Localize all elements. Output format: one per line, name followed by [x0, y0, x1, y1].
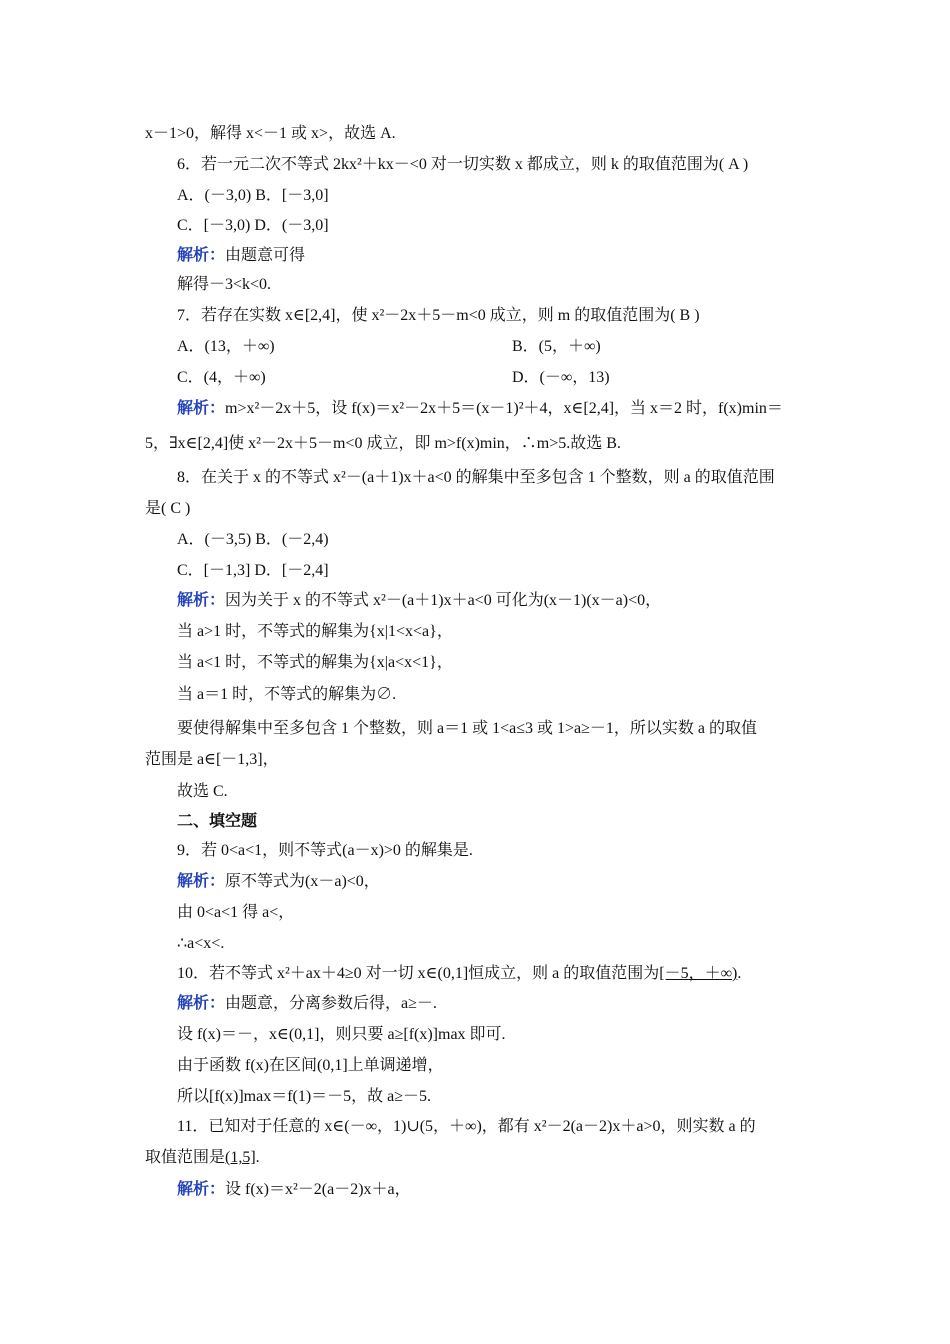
- line-text: 范围是 a∈[－1,3]，: [145, 751, 279, 768]
- line-text: 由题意，分离参数后得，a≥－.: [225, 995, 437, 1012]
- text-line: [145, 434, 621, 454]
- text-line: [177, 530, 329, 550]
- line-text: 当 a<1 时，不等式的解集为{x|a<x<1}，: [177, 654, 453, 671]
- option-right: D．(－∞，13): [512, 369, 610, 386]
- text-line: [177, 337, 275, 357]
- text-line: [177, 1180, 411, 1200]
- line-text: C．[－3,0) D．(－3,0]: [177, 217, 329, 234]
- text-line: [145, 750, 279, 770]
- line-text: 原不等式为(x－a)<0，: [225, 873, 380, 890]
- line-text: 设 f(x)＝－，x∈(0,1]，则只要 a≥[f(x)]max 即可.: [177, 1026, 506, 1043]
- text-line: [177, 1117, 756, 1137]
- text-line: [145, 1148, 260, 1168]
- line-text: x－1>0，解得 x<－1 或 x>，故选 A.: [145, 125, 396, 142]
- text-line: [177, 964, 741, 984]
- text-line: [177, 591, 661, 611]
- text-line: [177, 872, 380, 892]
- line-text: 9．若 0<a<1，则不等式(a－x)>0 的解集是.: [177, 842, 473, 859]
- line-text: 6．若一元二次不等式 2kx²＋kx－<0 对一切实数 x 都成立，则 k 的取值范围为( A ): [177, 156, 749, 173]
- text-line: [177, 155, 748, 175]
- line-text: 解得－3<k<0.: [177, 276, 272, 293]
- text-line: [177, 368, 266, 388]
- text-line: [177, 782, 228, 802]
- line-text: 由题意可得: [225, 247, 306, 264]
- analysis-label: 解析：: [177, 592, 226, 609]
- line-text: 由 0<a<1 得 a<，: [177, 904, 295, 921]
- line-text: C．(4，＋∞): [177, 369, 266, 386]
- line-text: 11．已知对于任意的 x∈(－∞，1)∪(5，＋∞)，都有 x²－2(a－2)x＋a>0，则实数 a 的: [177, 1118, 756, 1135]
- line-text: C．[－1,3] D．[－2,4]: [177, 562, 329, 579]
- line-text: 由于函数 f(x)在区间(0,1]上单调递增，: [177, 1057, 444, 1074]
- line-text: A．(－3,5) B．(－2,4): [177, 531, 329, 548]
- line-text: A．(13，＋∞): [177, 338, 275, 355]
- line-text-end: .: [737, 965, 742, 982]
- line-text: 10．若不等式 x²＋ax＋4≥0 对一切 x∈(0,1]恒成立，则 a 的取值范围为: [177, 965, 660, 982]
- text-line: [177, 812, 257, 832]
- answer-blank: [－5，＋∞): [659, 965, 738, 982]
- text-line: [177, 622, 453, 642]
- line-text: 设 f(x)＝x²－2(a－2)x＋a，: [225, 1181, 411, 1198]
- line-text: A．(－3,0) B．[－3,0]: [177, 187, 329, 204]
- line-text-end: .: [255, 1149, 260, 1166]
- line-text: ∴a<x<.: [177, 935, 225, 952]
- line-text: 8．在关于 x 的不等式 x²－(a＋1)x＋a<0 的解集中至多包含 1 个整数，则 a 的取值范围: [177, 469, 775, 486]
- line-text: 当 a>1 时，不等式的解集为{x|1<x<a}，: [177, 623, 453, 640]
- text-line: [177, 216, 329, 236]
- line-text: 二、填空题: [177, 813, 258, 830]
- line-text: m>x²－2x＋5，设 f(x)＝x²－2x＋5＝(x－1)²＋4，x∈[2,4]，当 x＝2 时，f(x)min＝: [225, 400, 783, 417]
- analysis-label: 解析：: [177, 873, 226, 890]
- analysis-label: 解析：: [177, 995, 226, 1012]
- line-text: 所以[f(x)]max＝f(1)＝－5，故 a≥－5.: [177, 1088, 432, 1105]
- line-text: 要使得解集中至多包含 1 个整数，则 a＝1 或 1<a≤3 或 1>a≥－1，所以实数 a 的取值: [177, 720, 758, 737]
- text-line: [177, 186, 329, 206]
- text-line: [177, 719, 757, 739]
- line-text: 因为关于 x 的不等式 x²－(a＋1)x＋a<0 可化为(x－1)(x－a)<0，: [225, 592, 662, 609]
- text-line: [177, 653, 453, 673]
- text-line: [177, 275, 271, 295]
- line-text: 5，∃x∈[2,4]使 x²－2x＋5－m<0 成立，即 m>f(x)min，∴m>5.故选 B.: [145, 435, 621, 452]
- answer-blank: (1,5]: [225, 1149, 256, 1166]
- text-line: [177, 934, 224, 954]
- text-line: [177, 841, 473, 861]
- text-line: [177, 468, 775, 488]
- line-text: 7．若存在实数 x∈[2,4]，使 x²－2x＋5－m<0 成立，则 m 的取值范围为( B ): [177, 307, 700, 324]
- text-line: [145, 124, 396, 144]
- text-line: [177, 685, 396, 705]
- analysis-label: 解析：: [177, 1181, 226, 1198]
- text-line: [177, 903, 294, 923]
- text-line: [177, 399, 783, 419]
- line-text: 是( C ): [145, 500, 191, 517]
- text-line: [177, 561, 329, 581]
- text-line: [177, 246, 305, 266]
- text-line: [177, 1025, 506, 1045]
- line-text: 当 a＝1 时，不等式的解集为∅.: [177, 686, 397, 703]
- text-line: [177, 1056, 444, 1076]
- text-line: [177, 1087, 431, 1107]
- line-text: 故选 C.: [177, 783, 228, 800]
- line-text: 取值范围是: [145, 1149, 226, 1166]
- analysis-label: 解析：: [177, 247, 226, 264]
- text-line: [145, 499, 190, 519]
- text-line: [177, 306, 700, 326]
- analysis-label: 解析：: [177, 400, 226, 417]
- text-line: [177, 994, 437, 1014]
- option-right: B．(5，＋∞): [512, 338, 601, 355]
